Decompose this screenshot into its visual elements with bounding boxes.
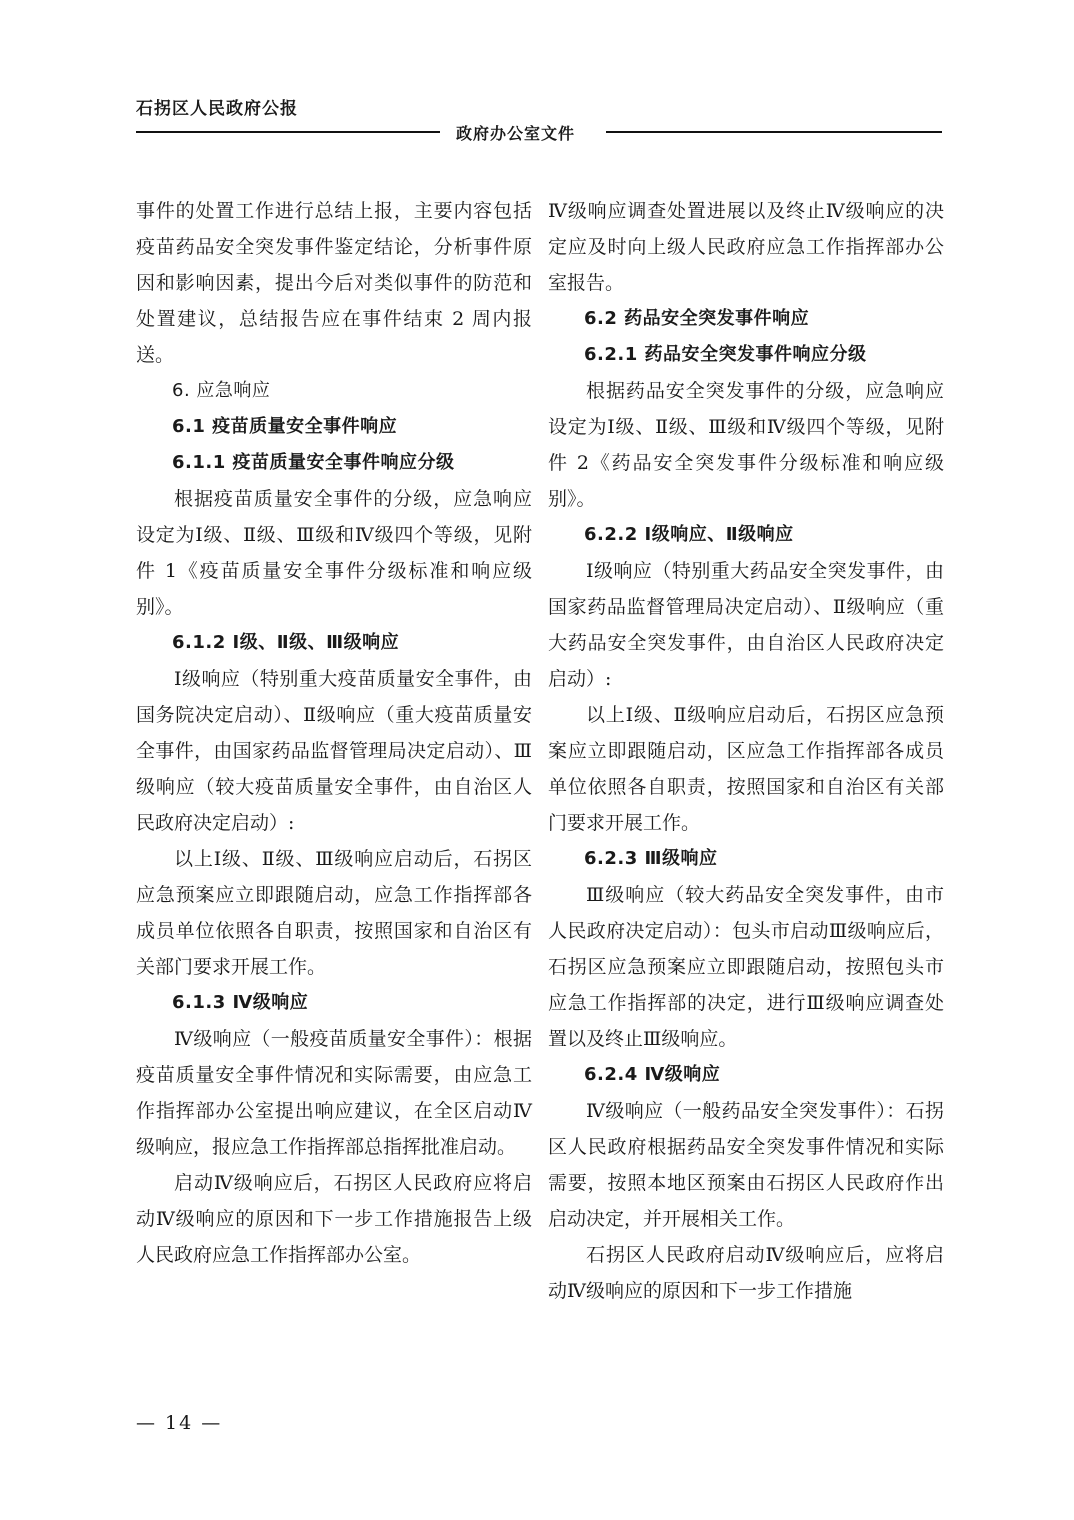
body-paragraph: 以上Ⅰ级、Ⅱ级、Ⅲ级响应启动后，石拐区应急预案应立即跟随启动，应急工作指挥部各成员单位依照各自职责，按照国家和自治区有关部门要求开展工作。 xyxy=(136,848,532,978)
body-paragraph: 启动Ⅳ级响应后，石拐区人民政府应将启动Ⅳ级响应的原因和下一步工作措施报告上级人民政府应急工作指挥部办公室。 xyxy=(136,1172,532,1266)
body-paragraph: Ⅰ级响应（特别重大药品安全突发事件，由国家药品监督管理局决定启动）、Ⅱ级响应（重大药品安全突发事件，由自治区人民政府决定启动）: xyxy=(548,560,944,690)
header-rule xyxy=(136,118,942,146)
header-rule-left xyxy=(136,131,440,133)
right-column xyxy=(548,193,944,1309)
page-number: — 14 — xyxy=(136,1412,223,1434)
body-paragraph: 石拐区人民政府启动Ⅳ级响应后，应将启动Ⅳ级响应的原因和下一步工作措施 xyxy=(548,1244,944,1302)
body-paragraph: 根据药品安全突发事件的分级，应急响应设定为Ⅰ级、Ⅱ级、Ⅲ级和Ⅳ级四个等级，见附件 2《药品安全突发事件分级标准和响应级别》。 xyxy=(548,380,944,510)
left-column xyxy=(136,193,532,1273)
header-rule-right xyxy=(606,131,942,133)
section-heading: 6.1.2 Ⅰ级、Ⅱ级、Ⅲ级响应 xyxy=(172,632,400,653)
section-heading: 6. 应急响应 xyxy=(172,380,271,401)
body-paragraph: Ⅰ级响应（特别重大疫苗质量安全事件，由国务院决定启动）、Ⅱ级响应（重大疫苗质量安全事件，由国家药品监督管理局决定启动）、Ⅲ级响应（较大疫苗质量安全事件，由自治区人民政府决定启动）: xyxy=(136,668,532,834)
body-paragraph: Ⅲ级响应（较大药品安全突发事件，由市人民政府决定启动）：包头市启动Ⅲ级响应后，石拐区应急预案应立即跟随启动，按照包头市应急工作指挥部的决定，进行Ⅲ级响应调查处置以及终止Ⅲ级响应。 xyxy=(548,884,944,1050)
body-paragraph: Ⅳ级响应（一般药品安全突发事件）：石拐区人民政府根据药品安全突发事件情况和实际需要，按照本地区预案由石拐区人民政府作出启动决定，并开展相关工作。 xyxy=(548,1100,944,1230)
section-label: 政府办公室文件 xyxy=(456,124,576,143)
body-paragraph: 以上Ⅰ级、Ⅱ级响应启动后，石拐区应急预案应立即跟随启动，区应急工作指挥部各成员单位依照各自职责，按照国家和自治区有关部门要求开展工作。 xyxy=(548,704,944,834)
section-heading: 6.2.1 药品安全突发事件响应分级 xyxy=(584,344,867,365)
body-paragraph: 事件的处置工作进行总结上报，主要内容包括疫苗药品安全突发事件鉴定结论，分析事件原因和影响因素，提出今后对类似事件的防范和处置建议，总结报告应在事件结束 2 周内报送。 xyxy=(136,200,532,366)
section-heading: 6.1 疫苗质量安全事件响应 xyxy=(172,416,398,437)
section-heading: 6.2.4 Ⅳ级响应 xyxy=(584,1064,721,1085)
section-heading: 6.1.3 Ⅳ级响应 xyxy=(172,992,309,1013)
body-paragraph: Ⅳ级响应（一般疫苗质量安全事件）：根据疫苗质量安全事件情况和实际需要，由应急工作指挥部办公室提出响应建议，在全区启动Ⅳ级响应，报应急工作指挥部总指挥批准启动。 xyxy=(136,1028,532,1158)
body-paragraph: Ⅳ级响应调查处置进展以及终止Ⅳ级响应的决定应及时向上级人民政府应急工作指挥部办公室报告。 xyxy=(548,200,944,294)
bulletin-title: 石拐区人民政府公报 xyxy=(136,99,298,119)
body-paragraph: 根据疫苗质量安全事件的分级，应急响应设定为Ⅰ级、Ⅱ级、Ⅲ级和Ⅳ级四个等级，见附件 1《疫苗质量安全事件分级标准和响应级别》。 xyxy=(136,488,532,618)
section-heading: 6.2.3 Ⅲ级响应 xyxy=(584,848,718,869)
section-heading: 6.2 药品安全突发事件响应 xyxy=(584,308,810,329)
section-heading: 6.2.2 Ⅰ级响应、Ⅱ级响应 xyxy=(584,524,794,545)
section-heading: 6.1.1 疫苗质量安全事件响应分级 xyxy=(172,452,455,473)
